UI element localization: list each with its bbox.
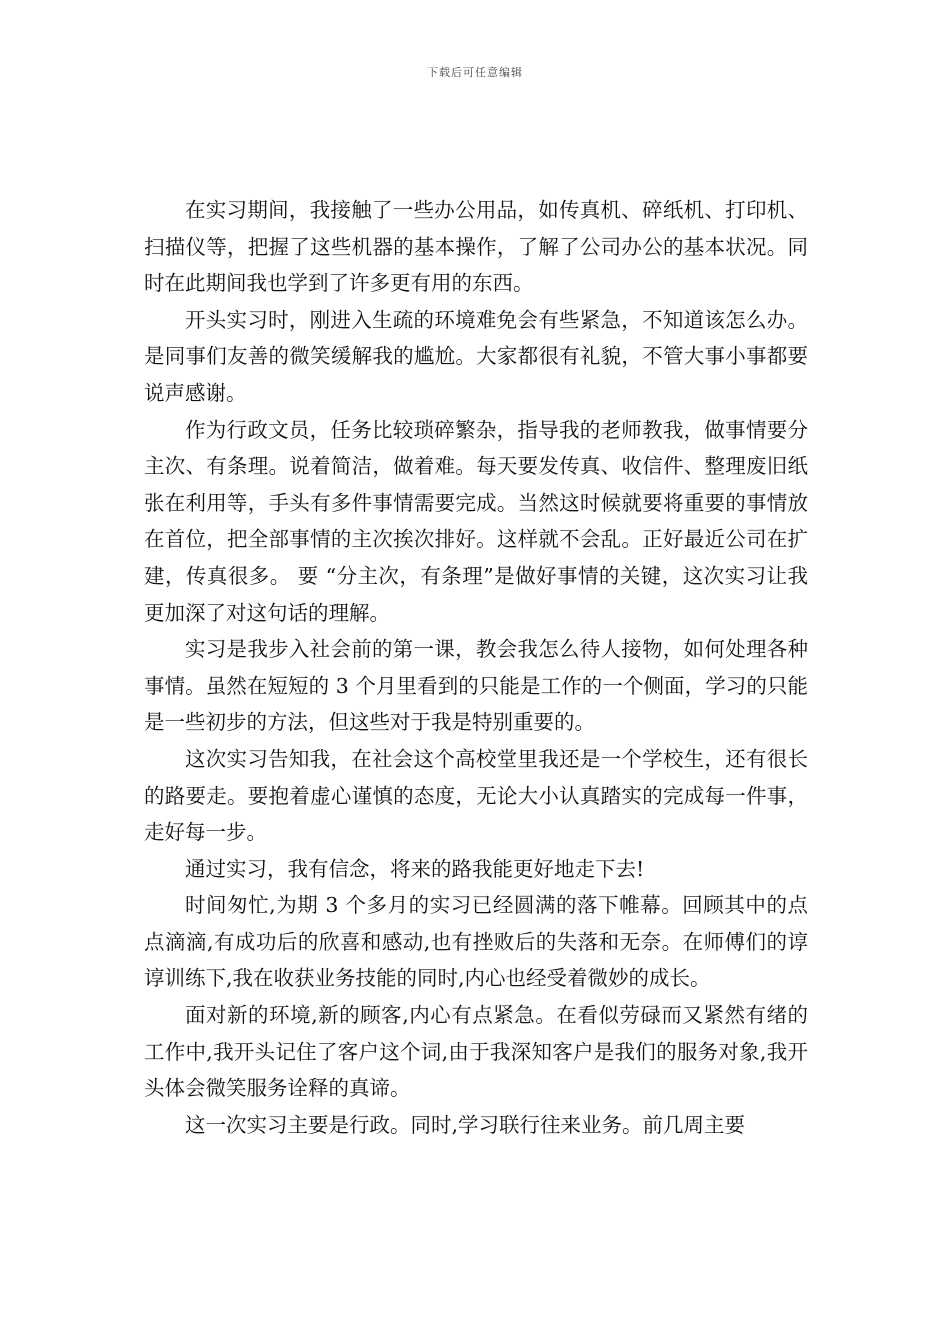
- paragraph-8: 面对新的环境,新的顾客,内心有点紧急。在看似劳碌而又紧然有绪的工作中,我开头记住了客户这个词,由于我深知客户是我们的服务对象,我开头体会微笑服务诠释的真谛。: [144, 1003, 808, 1101]
- paragraph-5: 这次实习告知我，在社会这个高校堂里我还是一个学校生，还有很长的路要走。要抱着虚心谨慎的态度，无论大小认真踏实的完成每一件事，走好每一步。: [144, 746, 808, 845]
- paragraph-2: 开头实习时，刚进入生疏的环境难免会有些紧急，不知道该怎么办。是同事们友善的微笑缓解我的尴尬。大家都很有礼貌，不管大事小事都要说声感谢。: [144, 307, 808, 405]
- paragraph-6: 通过实习，我有信念，将来的路我能更好地走下去!: [185, 856, 645, 881]
- header-note: 下载后可任意编辑: [427, 66, 523, 79]
- document-body: [144, 192, 808, 1143]
- paragraph-9: 这一次实习主要是行政。同时,学习联行往来业务。前几周主要: [185, 1112, 746, 1137]
- paragraph-3: 作为行政文员，任务比较琐碎繁杂，指导我的老师教我，做事情要分主次、有条理。说着简洁，做着难。每天要发传真、收信件、整理废旧纸张在利用等，手头有多件事情需要完成。当然这时候就要将重要的事情放在首位，把全部事情的主次挨次排好。这样就不会乱。正好最近公司在扩建，传真很多。 要 “分主次，有条理”是做好事情的关键，这次实习让我更加深了对这句话的理解。: [144, 417, 808, 625]
- paragraph-4: 实习是我步入社会前的第一课，教会我怎么待人接物，如何处理各种事情。虽然在短短的 3 个月里看到的只能是工作的一个侧面，学习的只能是一些初步的方法，但这些对于我是特别重要的。: [144, 637, 808, 735]
- paragraph-1: 在实习期间，我接触了一些办公用品，如传真机、碎纸机、打印机、扫描仪等，把握了这些机器的基本操作，了解了公司办公的基本状况。同时在此期间我也学到了许多更有用的东西。: [144, 198, 808, 296]
- paragraph-7: 时间匆忙,为期 3 个多月的实习已经圆满的落下帷幕。回顾其中的点点滴滴,有成功后的欣喜和感动,也有挫败后的失落和无奈。在师傅们的谆谆训练下,我在收获业务技能的同时,内心也经受着微妙的成长。: [144, 893, 808, 991]
